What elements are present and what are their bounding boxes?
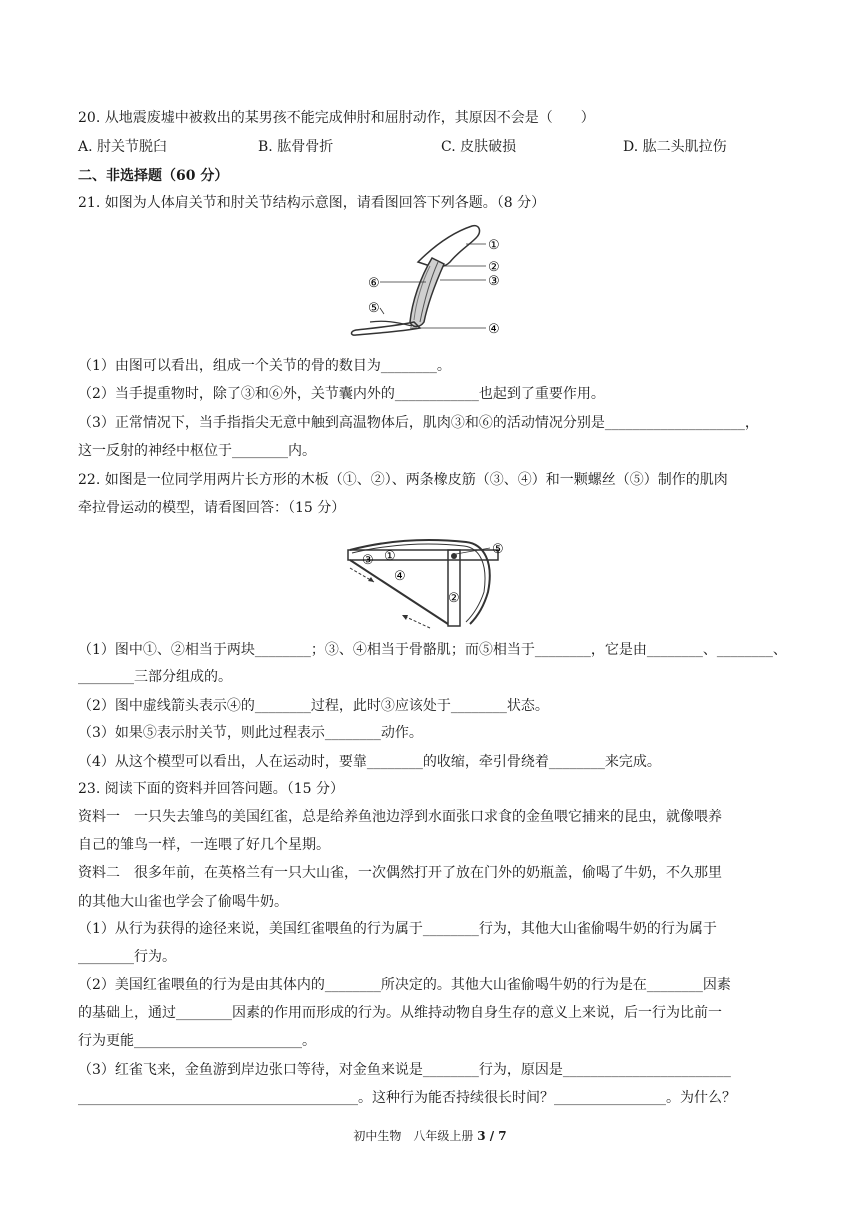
question-21-part-3: （3）正常情况下，当手指指尖无意中触到高温物体后，肌肉③和⑥的活动情况分别是____________________， bbox=[78, 415, 759, 431]
option-a: A. 肘关节脱臼 bbox=[78, 139, 168, 155]
question-23-part-1-cont: ________行为。 bbox=[78, 949, 176, 965]
scapula-shape bbox=[418, 226, 479, 268]
label-4: ④ bbox=[394, 569, 406, 584]
question-23-stem: 23. 阅读下面的资料并回答问题。（15 分） bbox=[78, 781, 344, 797]
option-d: D. 肱二头肌拉伤 bbox=[623, 139, 727, 155]
label-6: ⑥ bbox=[368, 276, 380, 291]
label-2: ② bbox=[488, 260, 500, 275]
page-number: 3 / 7 bbox=[477, 1129, 507, 1143]
question-20-options bbox=[78, 137, 798, 157]
question-23-part-2-cont2: 行为更能________________________。 bbox=[78, 1033, 316, 1049]
question-22-stem-cont: 牵拉骨运动的模型，请看图回答：（15 分） bbox=[78, 500, 346, 516]
label-1: ① bbox=[384, 549, 396, 564]
label-2: ② bbox=[448, 591, 460, 606]
material-2-cont: 的其他大山雀也学会了偷喝牛奶。 bbox=[78, 894, 288, 910]
board-2-shape bbox=[448, 550, 460, 626]
question-22-part-1: （1）图中①、②相当于两块________；③、④相当于骨骼肌；而⑤相当于________，它是由________、________、 bbox=[78, 642, 787, 658]
question-20-stem: 20. 从地震废墟中被救出的某男孩不能完成伸肘和屈肘动作，其原因不会是（ ） bbox=[78, 110, 595, 126]
option-c: C. 皮肤破损 bbox=[441, 139, 517, 155]
option-b: B. 肱骨骨折 bbox=[258, 139, 334, 155]
question-23-part-3-cont: ________________________________________。这种行为能否持续很长时间？________________。为什么？ bbox=[78, 1090, 736, 1106]
muscle-model-diagram bbox=[338, 532, 514, 632]
question-21-part-1: （1）由图可以看出，组成一个关节的骨的数目为________。 bbox=[78, 358, 451, 374]
question-21-part-3-cont: 这一反射的神经中枢位于________内。 bbox=[78, 443, 316, 459]
section-heading: 二、非选择题（60 分） bbox=[78, 168, 229, 184]
footer-subject: 初中生物 八年级上册 bbox=[353, 1129, 474, 1143]
question-21-part-2: （2）当手提重物时，除了③和⑥外，关节囊内外的____________也起到了重要作用。 bbox=[78, 386, 605, 402]
arrow-up-line bbox=[404, 616, 430, 628]
question-22-stem: 22. 如图是一位同学用两片长方形的木板（①、②）、两条橡皮筋（③、④）和一颗螺丝（⑤）制作的肌肉 bbox=[78, 472, 728, 488]
label-4: ④ bbox=[488, 322, 500, 337]
label-3: ③ bbox=[362, 553, 374, 568]
question-22-part-1-cont: ________三部分组成的。 bbox=[78, 669, 232, 685]
joint-structure-diagram bbox=[340, 222, 510, 346]
question-22-part-2: （2）图中虚线箭头表示④的________过程，此时③应该处于________状态。 bbox=[78, 698, 549, 714]
label-1: ① bbox=[488, 238, 500, 253]
material-1-cont: 自己的雏鸟一样，一连喂了好几个星期。 bbox=[78, 837, 330, 853]
label-5: ⑤ bbox=[492, 542, 504, 557]
page-footer bbox=[0, 1127, 860, 1144]
leader-5 bbox=[380, 308, 384, 314]
forearm-shape bbox=[352, 322, 421, 335]
label-3: ③ bbox=[488, 274, 500, 289]
question-23-part-2-cont: 的基础上，通过________因素的作用而形成的行为。从维持动物自身生存的意义上来说，后一行为比前一 bbox=[78, 1005, 722, 1021]
material-2: 资料二 很多年前，在英格兰有一只大山雀，一次偶然打开了放在门外的奶瓶盖，偷喝了牛奶，不久那里 bbox=[78, 865, 722, 881]
label-5: ⑤ bbox=[368, 301, 380, 316]
question-22-part-3: （3）如果⑤表示肘关节，则此过程表示________动作。 bbox=[78, 725, 423, 741]
question-21-stem: 21. 如图为人体肩关节和肘关节结构示意图，请看图回答下列各题。（8 分） bbox=[78, 195, 546, 211]
question-22-part-4: （4）从这个模型可以看出，人在运动时，要靠________的收缩，牵引骨绕着________来完成。 bbox=[78, 754, 661, 770]
question-23-part-1: （1）从行为获得的途径来说，美国红雀喂鱼的行为属于________行为，其他大山雀偷喝牛奶的行为属于 bbox=[78, 921, 717, 937]
question-23-part-2: （2）美国红雀喂鱼的行为是由其体内的________所决定的。其他大山雀偷喝牛奶的行为是在________因素 bbox=[78, 977, 731, 993]
question-23-part-3: （3）红雀飞来，金鱼游到岸边张口等待，对金鱼来说是________行为，原因是________________________ bbox=[78, 1062, 731, 1078]
material-1: 资料一 一只失去雏鸟的美国红雀，总是给养鱼池边浮到水面张口求食的金鱼喂它捕来的昆虫，就像喂养 bbox=[78, 809, 722, 825]
